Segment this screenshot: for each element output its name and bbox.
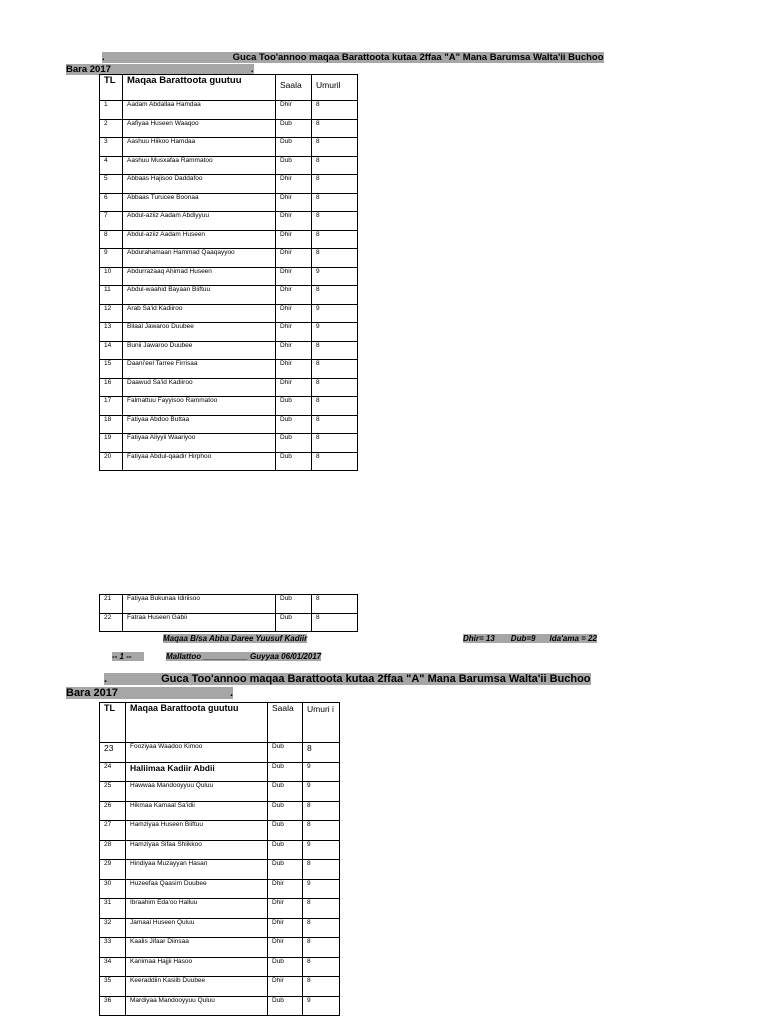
table-row: [100, 323, 358, 342]
cell-saala: Dhir: [276, 286, 312, 305]
cell-umuri: 8: [312, 138, 358, 157]
cell-tl: 13: [100, 323, 123, 342]
cell-saala: Dhir: [268, 918, 303, 938]
cell-saala: Dub: [268, 821, 303, 841]
cell-umuri: 8: [303, 918, 340, 938]
cell-tl: 12: [100, 304, 123, 323]
table-row: [100, 341, 358, 360]
cell-saala: Dhir: [276, 323, 312, 342]
cell-student-name: Abdul-aziiz Aadam Abdiyyuu: [123, 212, 276, 231]
cell-umuri: 8: [303, 938, 340, 958]
table-row: [100, 267, 358, 286]
cell-tl: 8: [100, 230, 123, 249]
teacher-name: [163, 634, 307, 643]
cell-student-name: Abbaas Hajisoo Daddafoo: [123, 175, 276, 194]
cell-umuri: 8: [312, 249, 358, 268]
cell-tl: 5: [100, 175, 123, 194]
cell-umuri: 8: [312, 286, 358, 305]
cell-saala: Dub: [276, 119, 312, 138]
cell-umuri: 8: [312, 193, 358, 212]
cell-umuri: 8: [303, 821, 340, 841]
cell-tl: 25: [100, 782, 126, 802]
cell-tl: 21: [100, 595, 123, 614]
cell-student-name: Daani'eel Tarree Firrisaa: [123, 360, 276, 379]
table-row: [100, 452, 358, 471]
cell-tl: 16: [100, 378, 123, 397]
cell-student-name: Jamaal Huseen Quluu: [126, 918, 268, 938]
cell-umuri: 8: [312, 434, 358, 453]
cell-student-name: Aashuu Musxafaa Rammatoo: [123, 156, 276, 175]
page1-title-year-dot: .: [250, 64, 254, 75]
table-row: [100, 101, 358, 120]
col-header-umuri: Umuri i: [303, 703, 340, 743]
cell-student-name: Keeraddiin Kasiib Duubee: [126, 977, 268, 997]
cell-umuri: 8: [312, 378, 358, 397]
cell-student-name: Hamziyaa Huseen Biiftuu: [126, 821, 268, 841]
cell-student-name: Fatiyaa Abdul-qaadir Hirphoo: [123, 452, 276, 471]
stat-total: Ida'ama = 22: [549, 634, 597, 643]
cell-umuri: 9: [312, 304, 358, 323]
cell-student-name: Kaalis Jifaar Diinsaa: [126, 938, 268, 958]
col-header-name: Maqaa Barattoota guutuu: [126, 703, 268, 743]
cell-umuri: 9: [303, 762, 340, 782]
cell-saala: Dub: [268, 996, 303, 1016]
page2-title-line2: [66, 687, 233, 699]
table-row: [100, 762, 340, 782]
table-row: [100, 899, 340, 919]
cell-tl: 28: [100, 840, 126, 860]
cell-umuri: 8: [312, 212, 358, 231]
cell-tl: 9: [100, 249, 123, 268]
cell-umuri: 8: [312, 452, 358, 471]
cell-umuri: 8: [303, 801, 340, 821]
page2-student-table: [99, 702, 340, 1016]
cell-saala: Dhir: [276, 193, 312, 212]
cell-saala: Dub: [268, 957, 303, 977]
cell-tl: 6: [100, 193, 123, 212]
cell-tl: 26: [100, 801, 126, 821]
cell-tl: 19: [100, 434, 123, 453]
cell-student-name: Abdurahamaan Hammad Qaaqayyoo: [123, 249, 276, 268]
cell-saala: Dhir: [268, 899, 303, 919]
teacher-name-text: Maqaa B/sa Abba Daree Yuusuf Kadiir: [163, 634, 308, 643]
cell-student-name: Aashuu Hiikoo Hamdaa: [123, 138, 276, 157]
cell-umuri: 9: [312, 323, 358, 342]
cell-saala: Dub: [276, 452, 312, 471]
signature-line: [166, 652, 321, 661]
page2-title-line1: [104, 673, 591, 685]
table-row: [100, 743, 340, 763]
table-row: [100, 156, 358, 175]
cell-umuri: 8: [312, 119, 358, 138]
table-row: [100, 230, 358, 249]
cell-saala: Dhir: [276, 175, 312, 194]
cell-student-name: Falmattuu Fayyisoo Rammatoo: [123, 397, 276, 416]
cell-tl: 33: [100, 938, 126, 958]
cell-saala: Dub: [276, 415, 312, 434]
cell-tl: 2: [100, 119, 123, 138]
page2-title-year: Bara 2017: [66, 687, 230, 699]
cell-student-name: Fatiyaa Bukunaa Idiriisoo: [123, 595, 276, 614]
table-row: [100, 613, 358, 632]
col-header-umuri: Umuril: [312, 75, 358, 101]
cell-saala: Dub: [276, 434, 312, 453]
col-header-saala: Saala: [268, 703, 303, 743]
cell-umuri: 8: [312, 175, 358, 194]
cell-saala: Dub: [268, 782, 303, 802]
table-row: [100, 840, 340, 860]
cell-umuri: 8: [312, 415, 358, 434]
cell-saala: Dub: [268, 860, 303, 880]
cell-tl: 27: [100, 821, 126, 841]
cell-student-name: Fatraa Huseen Gabii: [123, 613, 276, 632]
page1-student-table-continued: [99, 594, 358, 632]
cell-student-name: Hawwaa Mandooyyuu Quluu: [126, 782, 268, 802]
table-row: [100, 879, 340, 899]
cell-saala: Dhir: [276, 212, 312, 231]
table-row: [100, 286, 358, 305]
cell-tl: 18: [100, 415, 123, 434]
table-row: [100, 957, 340, 977]
cell-student-name: Aadam Abdallaa Hamdaa: [123, 101, 276, 120]
cell-umuri: 8: [312, 595, 358, 614]
cell-tl: 35: [100, 977, 126, 997]
stat-dhir: Dhir= 13: [463, 634, 511, 643]
stat-dub: Dub=9: [511, 634, 550, 643]
table-row: [100, 918, 340, 938]
cell-umuri: 9: [303, 782, 340, 802]
table-row: [100, 860, 340, 880]
cell-saala: Dhir: [276, 249, 312, 268]
page1-title-text: Guca Too'annoo maqaa Barattoota kutaa 2ffaa "A" Mana Barumsa Walta'ii Buchoo: [232, 52, 604, 63]
cell-saala: Dub: [276, 138, 312, 157]
cell-tl: 24: [100, 762, 126, 782]
cell-umuri: 8: [312, 613, 358, 632]
cell-tl: 34: [100, 957, 126, 977]
cell-saala: Dhir: [276, 267, 312, 286]
signature-text: Mallattoo __________ Guyyaa 06/01/2017: [166, 652, 322, 661]
gender-stats: [463, 634, 597, 643]
cell-umuri: 9: [303, 996, 340, 1016]
cell-tl: 22: [100, 613, 123, 632]
cell-saala: Dhir: [276, 230, 312, 249]
cell-umuri: 9: [312, 267, 358, 286]
cell-saala: Dhir: [276, 304, 312, 323]
cell-student-name: Haliimaa Kadiir Abdii: [126, 762, 268, 782]
cell-student-name: Mardiyaa Mandooyyuu Quluu: [126, 996, 268, 1016]
table-row: [100, 434, 358, 453]
table-row: [100, 938, 340, 958]
cell-student-name: Abdul-aziiz Aadam Huseen: [123, 230, 276, 249]
cell-student-name: Hamziyaa Sifaa Shiikkoo: [126, 840, 268, 860]
cell-student-name: Huzeefaa Qaasim Duubee: [126, 879, 268, 899]
col-header-tl: TL: [100, 703, 126, 743]
cell-student-name: Daawud Sa'id Kadiiroo: [123, 378, 276, 397]
cell-tl: 17: [100, 397, 123, 416]
page-number: [112, 652, 144, 661]
table-row: [100, 821, 340, 841]
page-number-text: -- 1 --: [112, 652, 144, 661]
cell-tl: 15: [100, 360, 123, 379]
cell-student-name: Hindiyaa Muzayyan Hasan: [126, 860, 268, 880]
page2-title-year-dot: .: [230, 687, 234, 699]
cell-student-name: Aafiyaa Huseen Waaqoo: [123, 119, 276, 138]
cell-student-name: Ibraahim Eda'oo Halluu: [126, 899, 268, 919]
table-row: [100, 782, 340, 802]
cell-umuri: 8: [303, 860, 340, 880]
cell-umuri: 8: [312, 360, 358, 379]
table-row: [100, 138, 358, 157]
cell-umuri: 8: [312, 156, 358, 175]
cell-student-name: Bunii Jawaroo Duubee: [123, 341, 276, 360]
cell-tl: 4: [100, 156, 123, 175]
cell-saala: Dub: [276, 156, 312, 175]
cell-saala: Dhir: [276, 101, 312, 120]
cell-saala: Dub: [276, 397, 312, 416]
page2-title-text: Guca Too'annoo maqaa Barattoota kutaa 2ffaa "A" Mana Barumsa Walta'ii Buchoo: [161, 673, 591, 685]
cell-tl: 3: [100, 138, 123, 157]
table-row: [100, 193, 358, 212]
page2-title-dot: .: [104, 673, 161, 685]
cell-saala: Dub: [268, 743, 303, 763]
page1-title-line1: [102, 52, 604, 63]
table-row: [100, 360, 358, 379]
cell-saala: Dhir: [268, 879, 303, 899]
cell-tl: 20: [100, 452, 123, 471]
cell-student-name: Bilaal Jawaroo Duubee: [123, 323, 276, 342]
cell-saala: Dhir: [268, 938, 303, 958]
cell-umuri: 8: [303, 899, 340, 919]
col-header-saala: Saala: [276, 75, 312, 101]
cell-umuri: 8: [312, 101, 358, 120]
cell-saala: Dub: [276, 613, 312, 632]
cell-tl: 7: [100, 212, 123, 231]
cell-student-name: Hikmaa Kamaal Sa'idii: [126, 801, 268, 821]
cell-tl: 32: [100, 918, 126, 938]
cell-student-name: Fooziyaa Waadoo Kimoo: [126, 743, 268, 763]
col-header-name: Maqaa Barattoota guutuu: [123, 75, 276, 101]
table-row: [100, 801, 340, 821]
cell-student-name: Arab Sa'id Kadiiroo: [123, 304, 276, 323]
col-header-tl: TL: [100, 75, 123, 101]
cell-saala: Dub: [276, 595, 312, 614]
cell-umuri: 9: [303, 840, 340, 860]
table-row: [100, 977, 340, 997]
cell-tl: 11: [100, 286, 123, 305]
cell-umuri: 8: [303, 957, 340, 977]
cell-tl: 31: [100, 899, 126, 919]
cell-student-name: Fatiyaa Abdoo Buttaa: [123, 415, 276, 434]
page1-title-year: Bara 2017: [66, 64, 251, 75]
cell-tl: 23: [100, 743, 126, 763]
page1-title-dot: .: [102, 52, 233, 63]
table-row: [100, 119, 358, 138]
table-header-row: [100, 703, 340, 743]
cell-saala: Dhir: [276, 360, 312, 379]
table-row: [100, 415, 358, 434]
cell-saala: Dhir: [276, 378, 312, 397]
table-header-row: [100, 75, 358, 101]
table-row: [100, 304, 358, 323]
table-row: [100, 175, 358, 194]
table-row: [100, 212, 358, 231]
cell-saala: Dub: [268, 840, 303, 860]
cell-student-name: Kariimaa Hajjii Hasoo: [126, 957, 268, 977]
table-row: [100, 378, 358, 397]
cell-umuri: 8: [303, 743, 340, 763]
cell-umuri: 8: [312, 230, 358, 249]
cell-tl: 29: [100, 860, 126, 880]
cell-student-name: Abdul-waahid Bayaan Biiftuu: [123, 286, 276, 305]
cell-umuri: 8: [312, 397, 358, 416]
cell-umuri: 8: [303, 977, 340, 997]
cell-tl: 1: [100, 101, 123, 120]
cell-tl: 30: [100, 879, 126, 899]
cell-tl: 10: [100, 267, 123, 286]
cell-tl: 36: [100, 996, 126, 1016]
table-row: [100, 249, 358, 268]
cell-umuri: 8: [312, 341, 358, 360]
cell-saala: Dhir: [268, 977, 303, 997]
page1-student-table: [99, 74, 358, 471]
cell-tl: 14: [100, 341, 123, 360]
cell-saala: Dhir: [276, 341, 312, 360]
cell-saala: Dub: [268, 762, 303, 782]
table-row: [100, 996, 340, 1016]
cell-student-name: Abdurrazaaq Ahimad Huseen: [123, 267, 276, 286]
cell-umuri: 9: [303, 879, 340, 899]
cell-saala: Dub: [268, 801, 303, 821]
cell-student-name: Abbaas Turucee Boonaa: [123, 193, 276, 212]
table-row: [100, 397, 358, 416]
table-row: [100, 595, 358, 614]
cell-student-name: Fatiyaa Aliyyii Waariyoo: [123, 434, 276, 453]
